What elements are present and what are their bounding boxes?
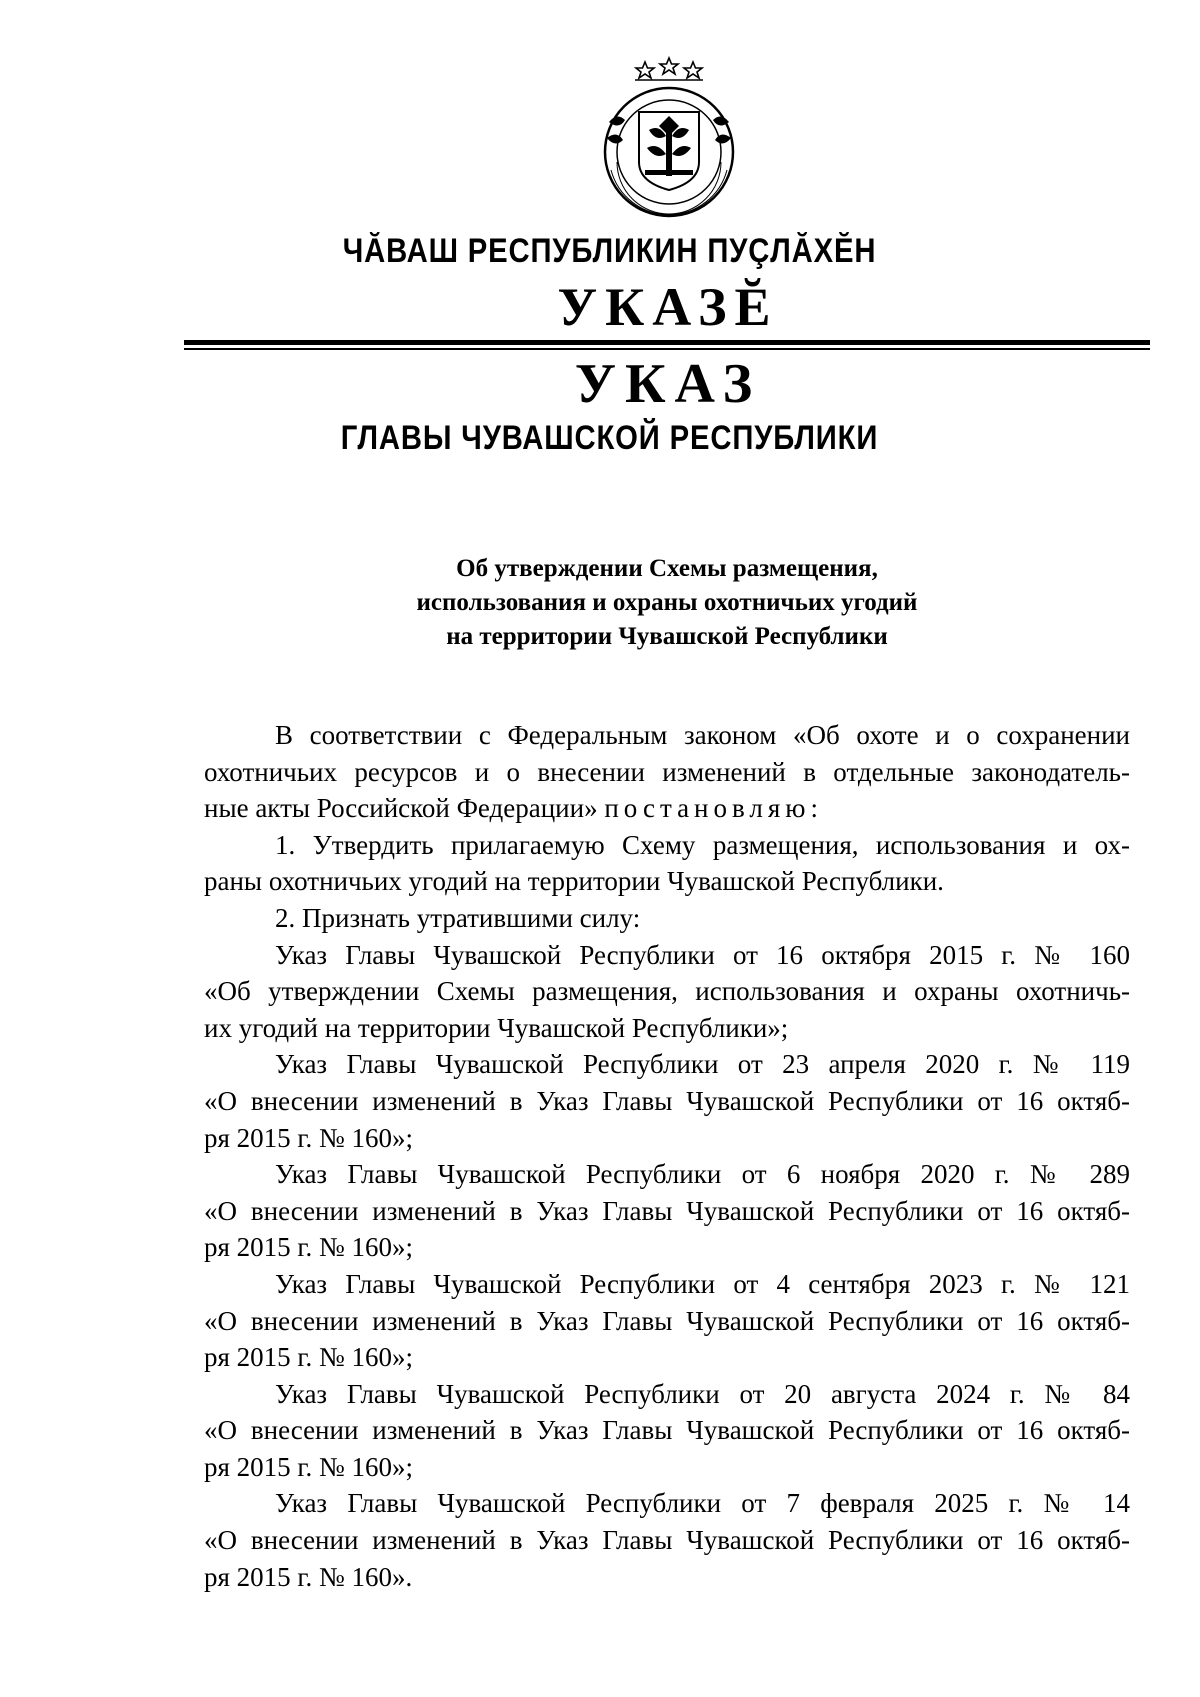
body-line: Указ Главы Чувашской Республики от 7 февраля 2025 г. № 14 xyxy=(275,1488,1130,1519)
resolution-word: постановляю: xyxy=(604,793,823,824)
body-line xyxy=(204,790,1130,827)
ru-authority-heading: ГЛАВЫ ЧУВАШСКОЙ РЕСПУБЛИКИ xyxy=(340,419,879,457)
body-line: Указ Главы Чувашской Республики от 6 ноября 2020 г. № 289 xyxy=(275,1159,1130,1190)
ru-decree-title: УКАЗ xyxy=(574,353,762,415)
header-divider-thick xyxy=(184,340,1150,345)
body-line: 2. Признать утратившими силу: xyxy=(275,902,641,933)
header-divider-thin xyxy=(184,348,1150,350)
chv-decree-title: УКАЗĔ xyxy=(557,277,779,337)
body-line: «О внесении изменений в Указ Главы Чувашской Республики от 16 октяб- xyxy=(204,1085,1130,1116)
body-line: Указ Главы Чувашской Республики от 4 сентября 2023 г. № 121 xyxy=(275,1268,1130,1299)
body-line: Указ Главы Чувашской Республики от 23 апреля 2020 г. № 119 xyxy=(275,1049,1130,1080)
body-line: 1. Утвердить прилагаемую Схему размещения, использования и ох- xyxy=(275,829,1130,860)
body-line: ря 2015 г. № 160»; xyxy=(204,1122,413,1153)
chv-authority-heading: ЧĂВАШ РЕСПУБЛИКИН ПУÇЛĂХĔН xyxy=(342,232,877,270)
body-line: «О внесении изменений в Указ Главы Чувашской Республики от 16 октяб- xyxy=(204,1195,1130,1226)
body-line: «О внесении изменений в Указ Главы Чувашской Республики от 16 октяб- xyxy=(204,1305,1130,1336)
body-line: их угодий на территории Чувашской Республики»; xyxy=(204,1012,789,1043)
decree-subject xyxy=(184,552,1150,654)
body-line: В соответствии с Федеральным законом «Об охоте и о сохранении xyxy=(275,720,1130,750)
body-line: «О внесении изменений в Указ Главы Чувашской Республики от 16 октяб- xyxy=(204,1415,1130,1446)
body-line: «Об утверждении Схемы размещения, использования и охраны охотничь- xyxy=(204,976,1130,1007)
body-line: охотничьих ресурсов и о внесении изменений в отдельные законодатель- xyxy=(204,756,1130,787)
body-line: ря 2015 г. № 160»; xyxy=(204,1451,413,1482)
body-line: Указ Главы Чувашской Республики от 20 августа 2024 г. № 84 xyxy=(275,1378,1130,1409)
coat-of-arms-icon xyxy=(589,52,749,222)
body-line: раны охотничьих угодий на территории Чувашской Республики. xyxy=(204,866,944,897)
subject-line: использования и охраны охотничьих угодий xyxy=(416,589,918,616)
subject-line: Об утверждении Схемы размещения, xyxy=(456,555,878,582)
body-line: Указ Главы Чувашской Республики от 16 октября 2015 г. № 160 xyxy=(275,939,1130,970)
subject-line: на территории Чувашской Республики xyxy=(446,623,888,650)
body-line: ря 2015 г. № 160». xyxy=(204,1561,413,1592)
body-line: «О внесении изменений в Указ Главы Чувашской Республики от 16 октяб- xyxy=(204,1525,1130,1556)
body-line: ря 2015 г. № 160»; xyxy=(204,1342,413,1373)
body-text-fragment: ные акты Российской Федерации» xyxy=(204,793,598,824)
decree-body xyxy=(204,717,1130,1595)
body-line: ря 2015 г. № 160»; xyxy=(204,1232,413,1263)
